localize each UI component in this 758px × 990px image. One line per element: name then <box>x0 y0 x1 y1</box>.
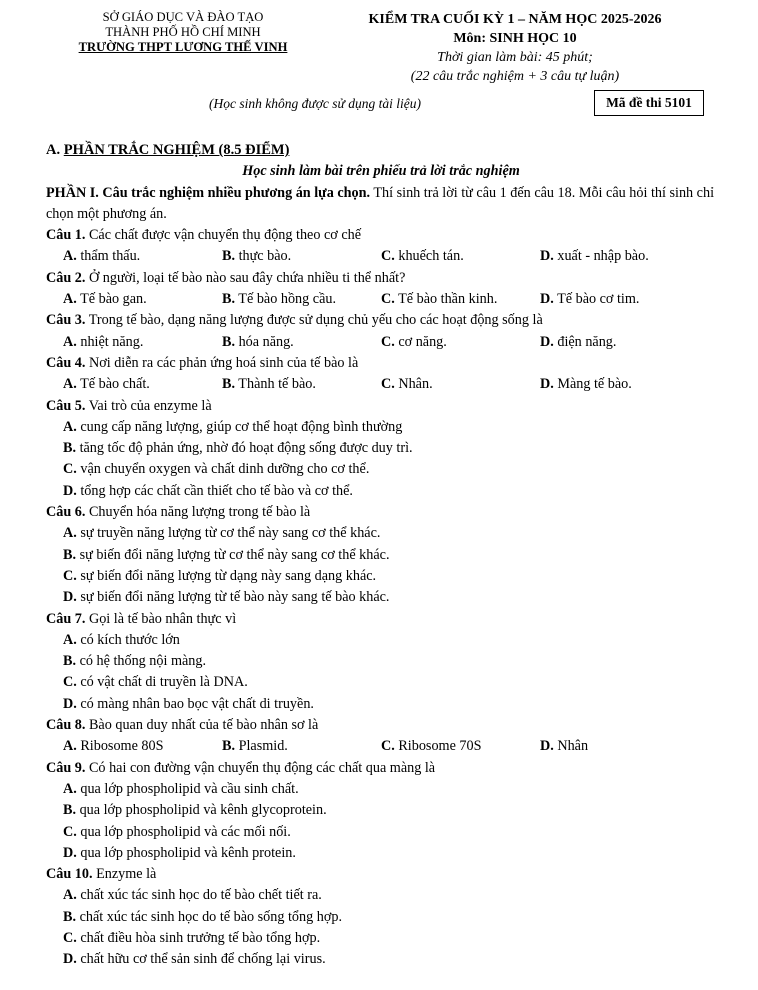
option-text: sự biến đổi năng lượng từ cơ thể này sang cơ thể khác. <box>76 546 390 563</box>
option-letter: D. <box>540 738 554 755</box>
option-letter: B. <box>63 653 77 670</box>
section-title: PHẦN TRẮC NGHIỆM (8.5 ĐIỂM) <box>63 142 290 158</box>
question-text: Enzyme là <box>92 866 157 883</box>
section-heading <box>46 140 716 161</box>
option-letter: C. <box>63 567 77 584</box>
option-text: qua lớp phospholipid và cầu sinh chất. <box>76 780 299 797</box>
option-d <box>540 289 639 310</box>
question-stem <box>46 758 716 779</box>
option-text: chất hữu cơ thể sản sinh để chống lại virus. <box>76 951 326 968</box>
option-text: Nhân <box>553 738 589 755</box>
option-text: xuất - nhập bào. <box>553 248 649 265</box>
option-b <box>46 907 716 928</box>
question-text: Vai trò của enzyme là <box>85 397 212 414</box>
option-text: qua lớp phospholipid và kênh glycoprotein. <box>76 802 327 819</box>
option-a <box>63 374 222 395</box>
option-text: khuếch tán. <box>394 248 464 265</box>
option-letter: D. <box>540 248 554 265</box>
exam-subject: Môn: SINH HỌC 10 <box>453 31 577 46</box>
question-stem <box>46 609 716 630</box>
option-text: Nhân. <box>394 376 433 393</box>
option-text: Plasmid. <box>235 738 288 755</box>
question-stem <box>46 353 716 374</box>
option-d <box>540 736 588 757</box>
option-text: thẩm thấu. <box>76 248 141 265</box>
option-text: điện năng. <box>553 333 617 350</box>
option-letter: D. <box>63 695 77 712</box>
option-text: vận chuyển oxygen và chất dinh dưỡng cho cơ thể. <box>76 461 370 478</box>
question-stem <box>46 864 716 885</box>
question-number: Câu 3. <box>46 312 86 329</box>
option-c <box>381 332 540 353</box>
question-number: Câu 1. <box>46 227 86 244</box>
option-c <box>381 736 540 757</box>
header-left <box>48 10 318 55</box>
options-row <box>46 246 716 267</box>
option-c <box>46 928 716 949</box>
option-d <box>540 246 649 267</box>
question-text: Gọi là tế bào nhân thực vì <box>85 610 237 627</box>
option-letter: B. <box>63 802 77 819</box>
option-b <box>46 800 716 821</box>
part-one-text: Thí sinh trả lời từ câu 1 đến câu 18. Mỗi câu hỏi thí sinh chỉ chọn một phương án. <box>46 184 715 222</box>
option-letter: B. <box>222 376 236 393</box>
option-c <box>46 672 716 693</box>
option-b <box>46 438 716 459</box>
option-text: sự biến đổi năng lượng từ dạng này sang dạng khác. <box>76 567 377 584</box>
option-c <box>381 289 540 310</box>
option-text: chất xúc tác sinh học do tế bào chết tiết ra. <box>76 887 322 904</box>
option-b <box>46 545 716 566</box>
option-a <box>46 523 716 544</box>
option-text: cung cấp năng lượng, giúp cơ thể hoạt động bình thường <box>76 418 403 435</box>
department-line-1: SỞ GIÁO DỤC VÀ ĐÀO TẠO <box>102 10 264 24</box>
question-stem <box>46 310 716 331</box>
option-text: tăng tốc độ phản ứng, nhờ đó hoạt động sống được duy trì. <box>76 440 413 457</box>
option-letter: D. <box>63 589 77 606</box>
option-d <box>46 481 716 502</box>
question-stem <box>46 268 716 289</box>
option-text: Ribosome 80S <box>76 738 164 755</box>
option-c <box>46 822 716 843</box>
option-letter: A. <box>63 780 77 797</box>
question-number: Câu 9. <box>46 759 86 776</box>
part-one-title: PHẦN I. Câu trắc nghiệm nhiều phương án lựa chọn. <box>46 184 371 201</box>
option-text: tổng hợp các chất cần thiết cho tế bào và cơ thể. <box>76 482 353 499</box>
option-letter: B. <box>63 546 77 563</box>
option-a <box>63 332 222 353</box>
option-text: Thành tế bào. <box>235 376 316 393</box>
option-letter: A. <box>63 525 77 542</box>
option-letter: C. <box>381 738 395 755</box>
option-letter: A. <box>63 248 77 265</box>
option-text: sự biến đổi năng lượng từ tế bào này sang tế bào khác. <box>76 589 390 606</box>
question-number: Câu 10. <box>46 866 93 883</box>
question-stem <box>46 502 716 523</box>
options-row <box>46 332 716 353</box>
option-c <box>46 566 716 587</box>
question-number: Câu 7. <box>46 610 86 627</box>
option-letter: C. <box>63 929 77 946</box>
no-materials-note: (Học sinh không được sử dụng tài liệu) <box>208 96 422 111</box>
exam-title: KIỂM TRA CUỐI KỲ 1 – NĂM HỌC 2025-2026 <box>368 12 662 27</box>
question-text: Có hai con đường vận chuyển thụ động các chất qua màng là <box>85 759 436 776</box>
option-letter: C. <box>381 376 395 393</box>
option-b <box>46 651 716 672</box>
option-letter: A. <box>63 738 77 755</box>
option-text: qua lớp phospholipid và các mối nối. <box>76 823 291 840</box>
exam-code-box: Mã đề thi 5101 <box>594 90 704 116</box>
question-number: Câu 8. <box>46 717 86 734</box>
option-text: chất điều hòa sinh trưởng tế bào tổng hợp. <box>76 929 321 946</box>
option-letter: A. <box>63 376 77 393</box>
option-letter: C. <box>381 291 395 308</box>
exam-composition: (22 câu trắc nghiệm + 3 câu tự luận) <box>410 69 620 84</box>
question-text: Chuyển hóa năng lượng trong tế bào là <box>85 504 311 521</box>
option-letter: D. <box>63 482 77 499</box>
question-text: Trong tế bào, dạng năng lượng được sử dụng chủ yếu cho các hoạt động sống là <box>85 312 543 329</box>
option-d <box>540 332 616 353</box>
option-text: sự truyền năng lượng từ cơ thể này sang cơ thể khác. <box>76 525 381 542</box>
question-text: Ở người, loại tế bào nào sau đây chứa nhiều ti thể nhất? <box>85 269 406 286</box>
option-b <box>222 332 381 353</box>
option-letter: A. <box>63 418 77 435</box>
option-b <box>222 246 381 267</box>
question-stem <box>46 396 716 417</box>
options-row <box>46 736 716 757</box>
part-one-instruction <box>46 183 716 226</box>
question-list <box>46 225 716 970</box>
option-letter: D. <box>540 333 554 350</box>
option-a <box>63 736 222 757</box>
option-a <box>46 885 716 906</box>
option-d <box>46 949 716 970</box>
option-letter: A. <box>63 291 77 308</box>
option-text: có hệ thống nội màng. <box>76 653 207 670</box>
option-letter: A. <box>63 333 77 350</box>
option-letter: B. <box>63 908 77 925</box>
option-letter: B. <box>222 291 236 308</box>
option-text: có kích thước lớn <box>76 631 180 648</box>
option-a <box>46 417 716 438</box>
option-text: Tế bào thần kinh. <box>394 291 498 308</box>
option-d <box>46 694 716 715</box>
option-c <box>46 459 716 480</box>
option-text: có vật chất di truyền là DNA. <box>76 674 248 691</box>
option-b <box>222 736 381 757</box>
option-text: thực bào. <box>235 248 292 265</box>
option-a <box>63 289 222 310</box>
option-text: Tế bào cơ tim. <box>553 291 640 308</box>
option-b <box>222 289 381 310</box>
option-d <box>540 374 632 395</box>
option-letter: D. <box>540 376 554 393</box>
option-c <box>381 246 540 267</box>
question-number: Câu 6. <box>46 504 86 521</box>
question-number: Câu 2. <box>46 269 86 286</box>
option-text: qua lớp phospholipid và kênh protein. <box>76 844 296 861</box>
question-text: Bào quan duy nhất của tế bào nhân sơ là <box>85 717 319 734</box>
option-text: Ribosome 70S <box>394 738 482 755</box>
option-a <box>46 779 716 800</box>
options-row <box>46 289 716 310</box>
option-text: Tế bào hồng cầu. <box>235 291 337 308</box>
option-letter: C. <box>381 333 395 350</box>
option-letter: C. <box>63 461 77 478</box>
option-letter: A. <box>63 887 77 904</box>
option-letter: B. <box>222 333 236 350</box>
option-letter: D. <box>63 844 77 861</box>
option-letter: C. <box>63 674 77 691</box>
option-text: Tế bào chất. <box>76 376 150 393</box>
option-text: Màng tế bào. <box>553 376 632 393</box>
options-row <box>46 374 716 395</box>
option-text: hóa năng. <box>235 333 294 350</box>
exam-time: Thời gian làm bài: 45 phút; <box>437 50 593 65</box>
answer-sheet-instruction: Học sinh làm bài trên phiếu trả lời trắc nghiệm <box>242 163 520 180</box>
department-line-2: THÀNH PHỐ HỒ CHÍ MINH <box>105 25 261 39</box>
option-d <box>46 843 716 864</box>
option-letter: A. <box>63 631 77 648</box>
option-letter: D. <box>63 951 77 968</box>
option-c <box>381 374 540 395</box>
question-stem <box>46 715 716 736</box>
option-letter: B. <box>63 440 77 457</box>
option-text: chất xúc tác sinh học do tế bào sống tổng hợp. <box>76 908 342 925</box>
question-text: Nơi diễn ra các phản ứng hoá sinh của tế bào là <box>85 354 359 371</box>
question-number: Câu 5. <box>46 397 86 414</box>
option-letter: D. <box>540 291 554 308</box>
option-letter: B. <box>222 248 236 265</box>
exam-content <box>46 140 716 971</box>
option-d <box>46 587 716 608</box>
header-right <box>322 10 708 86</box>
option-a <box>46 630 716 651</box>
school-name: TRƯỜNG THPT LƯƠNG THẾ VINH <box>78 40 288 54</box>
question-number: Câu 4. <box>46 354 86 371</box>
option-text: có màng nhân bao bọc vật chất di truyền. <box>76 695 314 712</box>
option-letter: B. <box>222 738 236 755</box>
option-text: Tế bào gan. <box>76 291 147 308</box>
option-b <box>222 374 381 395</box>
question-text: Các chất được vận chuyển thụ động theo cơ chế <box>85 227 362 244</box>
question-stem <box>46 225 716 246</box>
option-a <box>63 246 222 267</box>
section-prefix: A. <box>46 142 64 158</box>
option-text: nhiệt năng. <box>76 333 144 350</box>
option-letter: C. <box>63 823 77 840</box>
option-text: cơ năng. <box>394 333 447 350</box>
option-letter: C. <box>381 248 395 265</box>
